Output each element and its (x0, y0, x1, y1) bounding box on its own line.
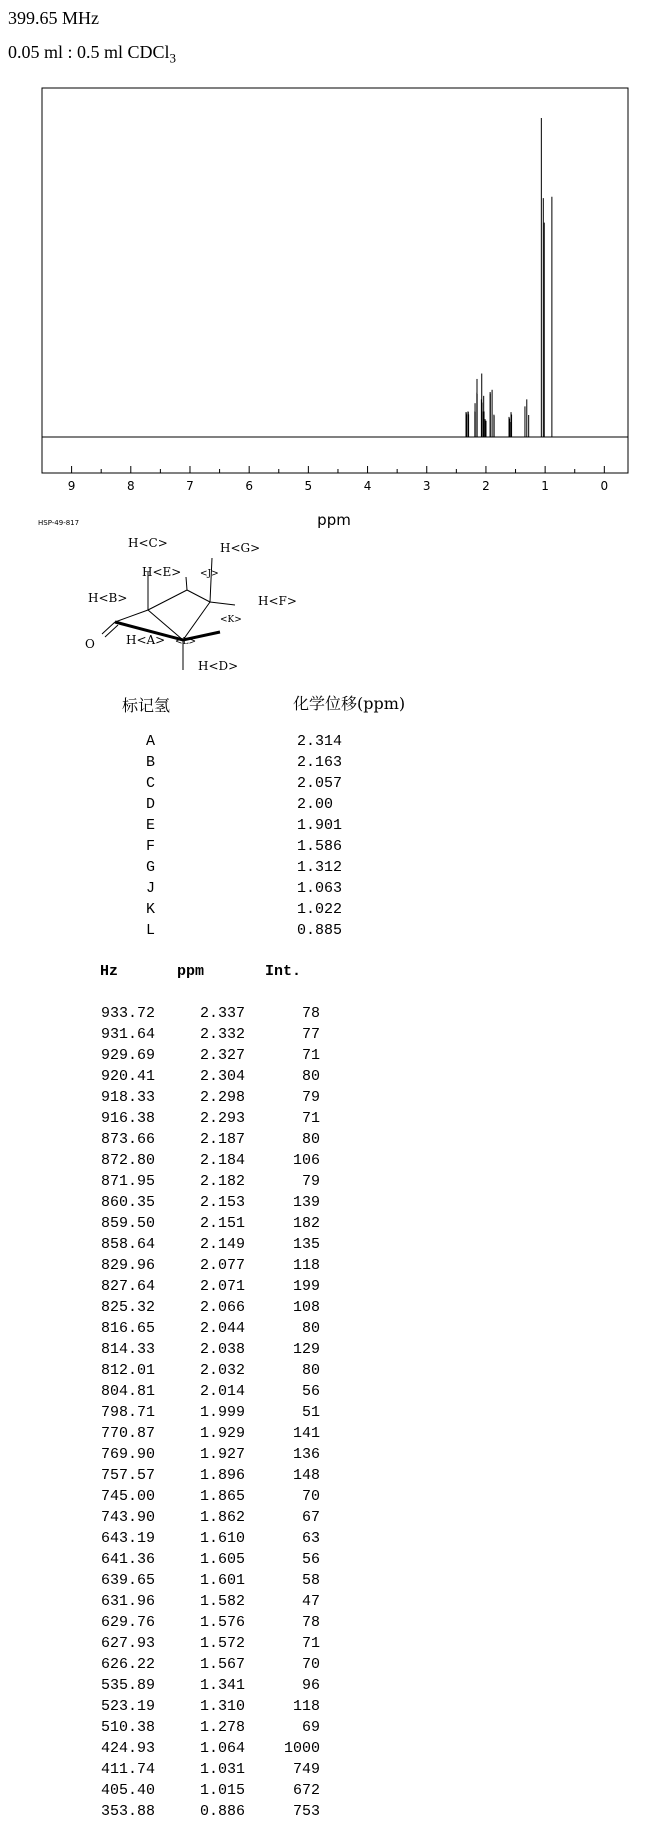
assignment-shift: 2.057 (297, 775, 343, 792)
peak-hz: 872.80 (100, 1152, 155, 1169)
peak-intensity: 136 (292, 1446, 320, 1463)
peak-ppm: 0.886 (199, 1803, 245, 1820)
x-axis-label: ppm (317, 511, 351, 529)
peak-hz: 641.36 (100, 1551, 155, 1568)
assignment-label: J (146, 880, 156, 897)
peak-ppm: 1.576 (199, 1614, 245, 1631)
peak-ppm: 1.865 (199, 1488, 245, 1505)
peak-hz: 920.41 (100, 1068, 155, 1085)
carbonyl-bond (102, 622, 118, 637)
assignment-row (0, 878, 400, 899)
tick-layer (68, 466, 608, 493)
table-row (0, 1696, 400, 1717)
peak-hz: 643.19 (100, 1530, 155, 1547)
peak-hz: 798.71 (100, 1404, 155, 1421)
peak-intensity: 79 (301, 1173, 320, 1190)
table-row (0, 1003, 400, 1024)
peak-ppm: 2.077 (199, 1257, 245, 1274)
peak-hz: 510.38 (100, 1719, 155, 1736)
peak-intensity: 63 (301, 1530, 320, 1547)
spectrum-code: HSP-49-817 (38, 519, 80, 527)
peak-intensity: 139 (292, 1194, 320, 1211)
peak-intensity: 141 (292, 1425, 320, 1442)
peak-hz: 816.65 (100, 1320, 155, 1337)
peak-ppm: 2.014 (199, 1383, 245, 1400)
table-row (0, 1444, 400, 1465)
peak-ppm: 1.031 (199, 1761, 245, 1778)
peak-intensity: 70 (301, 1488, 320, 1505)
peak-ppm: 2.332 (199, 1026, 245, 1043)
assignment-label: C (146, 775, 156, 792)
peak-ppm: 1.064 (199, 1740, 245, 1757)
peak-hz: 860.35 (100, 1194, 155, 1211)
table-row (0, 1360, 400, 1381)
peak-intensity: 58 (301, 1572, 320, 1589)
peak-ppm: 2.184 (199, 1152, 245, 1169)
assignment-label: A (146, 733, 156, 750)
peak-hz: 918.33 (100, 1089, 155, 1106)
assignment-row (0, 752, 400, 773)
peak-intensity: 71 (301, 1110, 320, 1127)
peak-ppm: 1.310 (199, 1698, 245, 1715)
table-row (0, 1549, 400, 1570)
table-row (0, 1150, 400, 1171)
peak-hz: 933.72 (100, 1005, 155, 1022)
table-row (0, 1465, 400, 1486)
assignment-shift: 1.586 (297, 838, 343, 855)
assignment-label: F (146, 838, 156, 855)
table-row (0, 1759, 400, 1780)
peak-ppm: 1.572 (199, 1635, 245, 1652)
assignment-row (0, 815, 400, 836)
table-row (0, 1507, 400, 1528)
label-ha: H<A> (126, 633, 166, 647)
table-row (0, 1213, 400, 1234)
assignment-header-shift: 化学位移(ppm) (293, 694, 406, 713)
sample-subscript: 3 (169, 50, 177, 66)
assignment-shift: 2.163 (297, 754, 343, 771)
label-k: <K> (220, 615, 242, 625)
peak-ppm: 1.929 (199, 1425, 245, 1442)
peak-ppm: 2.151 (199, 1215, 245, 1232)
label-o: O (85, 637, 95, 651)
peak-ppm: 2.293 (199, 1110, 245, 1127)
x-tick-label: 4 (363, 479, 372, 493)
assignment-shift: 1.022 (297, 901, 343, 918)
peak-intensity: 80 (301, 1362, 320, 1379)
peak-ppm: 2.066 (199, 1299, 245, 1316)
peak-hz: 829.96 (100, 1257, 155, 1274)
peak-hz: 871.95 (100, 1173, 155, 1190)
x-tick-label: 6 (245, 479, 253, 493)
peak-ppm: 2.032 (199, 1362, 245, 1379)
peak-ppm: 1.896 (199, 1467, 245, 1484)
table-row (0, 1780, 400, 1801)
peak-intensity: 80 (301, 1320, 320, 1337)
assignment-label: G (146, 859, 156, 876)
peak-ppm: 1.601 (199, 1572, 245, 1589)
peak-intensity: 672 (292, 1782, 320, 1799)
peak-intensity: 118 (292, 1257, 320, 1274)
table-row (0, 1402, 400, 1423)
peak-intensity: 749 (292, 1761, 320, 1778)
peak-intensity: 78 (301, 1005, 320, 1022)
peak-intensity: 51 (301, 1404, 320, 1421)
table-row (0, 1192, 400, 1213)
assignment-shift: 0.885 (297, 922, 343, 939)
peak-ppm: 1.015 (199, 1782, 245, 1799)
peak-ppm: 2.304 (199, 1068, 245, 1085)
x-tick-label: 5 (304, 479, 313, 493)
peak-ppm: 2.337 (199, 1005, 245, 1022)
assignment-row (0, 857, 400, 878)
peak-hz: 804.81 (100, 1383, 155, 1400)
label-he: H<E> (142, 565, 182, 579)
assignment-shift: 1.901 (297, 817, 343, 834)
assignment-shift: 1.063 (297, 880, 343, 897)
peak-intensity: 71 (301, 1047, 320, 1064)
peak-intensity: 129 (292, 1341, 320, 1358)
peak-hz: 523.19 (100, 1698, 155, 1715)
peak-hz: 626.22 (100, 1656, 155, 1673)
peak-ppm: 2.327 (199, 1047, 245, 1064)
peak-hz: 812.01 (100, 1362, 155, 1379)
peak-layer (466, 118, 552, 437)
peak-intensity: 67 (301, 1509, 320, 1526)
label-hf: H<F> (258, 594, 297, 608)
x-tick-label: 3 (422, 479, 431, 493)
peak-intensity: 70 (301, 1656, 320, 1673)
assignment-row (0, 920, 400, 941)
label-j: <J> (200, 569, 219, 579)
table-row (0, 1423, 400, 1444)
peak-hz: 743.90 (100, 1509, 155, 1526)
nmr-spectrum-chart (0, 0, 652, 530)
peak-ppm: 1.278 (199, 1719, 245, 1736)
table-row (0, 1129, 400, 1150)
peak-intensity: 56 (301, 1551, 320, 1568)
peak-ppm: 1.582 (199, 1593, 245, 1610)
table-row (0, 1255, 400, 1276)
table-row (0, 1591, 400, 1612)
assignment-label: E (146, 817, 156, 834)
peak-ppm: 2.071 (199, 1278, 245, 1295)
assignment-label: D (146, 796, 156, 813)
peak-hz: 745.00 (100, 1488, 155, 1505)
peak-table (0, 1003, 400, 1822)
peak-ppm: 1.927 (199, 1446, 245, 1463)
peak-ppm: 2.298 (199, 1089, 245, 1106)
peak-hz: 814.33 (100, 1341, 155, 1358)
peak-ppm: 2.038 (199, 1341, 245, 1358)
table-row (0, 1234, 400, 1255)
label-hb: H<B> (88, 591, 128, 605)
header-int: Int. (265, 963, 302, 980)
peak-intensity: 753 (292, 1803, 320, 1820)
table-row (0, 1654, 400, 1675)
assignment-row (0, 836, 400, 857)
assignment-shift: 2.314 (297, 733, 343, 750)
peak-ppm: 2.149 (199, 1236, 245, 1253)
peak-hz: 424.93 (100, 1740, 155, 1757)
peak-intensity: 96 (301, 1677, 320, 1694)
peak-hz: 631.96 (100, 1593, 155, 1610)
assignment-shift: 2.00 (297, 796, 334, 813)
assignment-header-hydrogen: 标记氢 (122, 696, 171, 715)
table-row (0, 1633, 400, 1654)
assignment-row (0, 731, 400, 752)
x-tick-label: 1 (541, 479, 549, 493)
peak-ppm: 1.567 (199, 1656, 245, 1673)
assignment-table (0, 731, 400, 941)
peak-hz: 535.89 (100, 1677, 155, 1694)
peak-intensity: 56 (301, 1383, 320, 1400)
peak-ppm: 1.999 (199, 1404, 245, 1421)
assignment-row (0, 794, 400, 815)
peak-hz: 770.87 (100, 1425, 155, 1442)
peak-intensity: 71 (301, 1635, 320, 1652)
table-row (0, 1339, 400, 1360)
assignment-label: B (146, 754, 156, 771)
peak-intensity: 69 (301, 1719, 320, 1736)
x-tick-label: 2 (482, 479, 490, 493)
table-row (0, 1801, 400, 1822)
peak-intensity: 199 (292, 1278, 320, 1295)
peak-hz: 827.64 (100, 1278, 155, 1295)
table-row (0, 1171, 400, 1192)
peak-ppm: 1.862 (199, 1509, 245, 1526)
label-hd: H<D> (198, 659, 239, 673)
peak-ppm: 2.182 (199, 1173, 245, 1190)
peak-ppm: 1.605 (199, 1551, 245, 1568)
label-l: <L> (175, 637, 197, 647)
assignment-row (0, 899, 400, 920)
peak-hz: 627.93 (100, 1635, 155, 1652)
peak-hz: 858.64 (100, 1236, 155, 1253)
peak-intensity: 47 (301, 1593, 320, 1610)
table-row (0, 1381, 400, 1402)
label-hg: H<G> (220, 541, 261, 555)
peak-intensity: 77 (301, 1026, 320, 1043)
peak-hz: 873.66 (100, 1131, 155, 1148)
table-row (0, 1087, 400, 1108)
peak-intensity: 108 (292, 1299, 320, 1316)
assignment-row (0, 773, 400, 794)
table-row (0, 1297, 400, 1318)
table-row (0, 1108, 400, 1129)
peak-ppm: 2.187 (199, 1131, 245, 1148)
spectrometer-frequency: 399.65 MHz (8, 8, 99, 28)
peak-hz: 825.32 (100, 1299, 155, 1316)
peak-hz: 929.69 (100, 1047, 155, 1064)
peak-intensity: 79 (301, 1089, 320, 1106)
peak-ppm: 2.044 (199, 1320, 245, 1337)
table-row (0, 1738, 400, 1759)
assignment-label: K (146, 901, 156, 918)
table-row (0, 1570, 400, 1591)
peak-hz: 629.76 (100, 1614, 155, 1631)
peak-hz: 411.74 (100, 1761, 155, 1778)
peak-ppm: 1.610 (199, 1530, 245, 1547)
sample-prefix: 0.05 ml : 0.5 ml CDCl (8, 42, 170, 62)
header-ppm: ppm (177, 963, 205, 980)
peak-hz: 757.57 (100, 1467, 155, 1484)
assignment-shift: 1.312 (297, 859, 343, 876)
peak-hz: 859.50 (100, 1215, 155, 1232)
peak-intensity: 78 (301, 1614, 320, 1631)
peak-intensity: 80 (301, 1131, 320, 1148)
table-row (0, 1024, 400, 1045)
peak-hz: 405.40 (100, 1782, 155, 1799)
table-row (0, 1675, 400, 1696)
plot-frame (42, 88, 628, 473)
peak-hz: 353.88 (100, 1803, 155, 1820)
peak-intensity: 135 (292, 1236, 320, 1253)
table-row (0, 1486, 400, 1507)
peak-hz: 769.90 (100, 1446, 155, 1463)
label-hc: H<C> (128, 536, 168, 550)
x-tick-label: 8 (126, 479, 135, 493)
peak-hz: 916.38 (100, 1110, 155, 1127)
molecule-structure (80, 530, 310, 680)
table-row (0, 1318, 400, 1339)
table-row (0, 1276, 400, 1297)
x-tick-label: 7 (186, 479, 194, 493)
peak-intensity: 182 (292, 1215, 320, 1232)
table-row (0, 1717, 400, 1738)
peak-intensity: 80 (301, 1068, 320, 1085)
peak-hz: 639.65 (100, 1572, 155, 1589)
peak-intensity: 1000 (283, 1740, 320, 1757)
table-row (0, 1528, 400, 1549)
peak-intensity: 106 (292, 1152, 320, 1169)
x-tick-label: 0 (600, 479, 609, 493)
peak-ppm: 2.153 (199, 1194, 245, 1211)
table-row (0, 1612, 400, 1633)
assignment-label: L (146, 922, 156, 939)
header-hz: Hz (100, 963, 119, 980)
table-row (0, 1045, 400, 1066)
peak-hz: 931.64 (100, 1026, 155, 1043)
table-row (0, 1066, 400, 1087)
peak-intensity: 118 (292, 1698, 320, 1715)
x-tick-label: 9 (67, 479, 76, 493)
peak-intensity: 148 (292, 1467, 320, 1484)
peak-ppm: 1.341 (199, 1677, 245, 1694)
